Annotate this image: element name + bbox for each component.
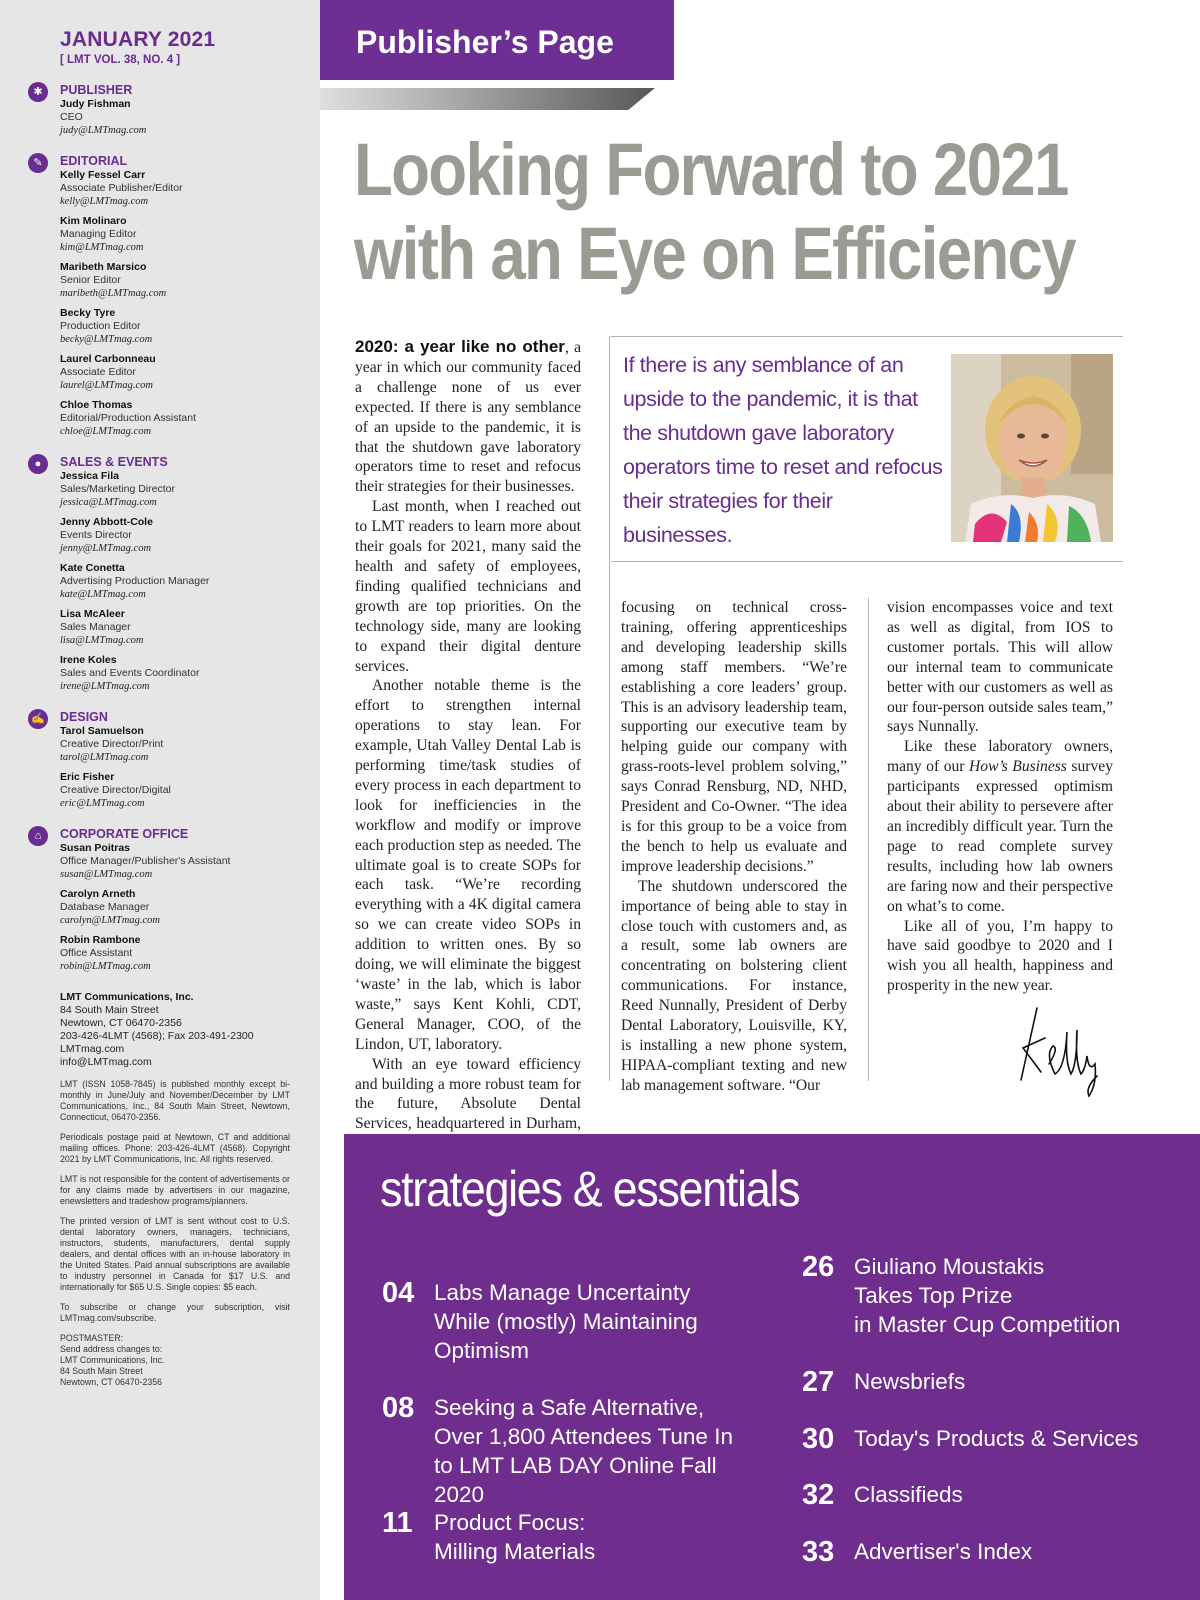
table-of-contents — [344, 1134, 1200, 1600]
address-line: Newtown, CT 06470-2356 — [60, 1017, 182, 1029]
website-link[interactable]: LMTmag.com — [60, 1043, 125, 1055]
fineprint-paragraph: LMT (ISSN 1058-7845) is published monthly except bi-monthly in June/July and November/December by LMT Communications, Inc., 84 South Main Street, Newtown, Connecticut, 06470-2356. — [60, 1079, 290, 1122]
staff-email-link[interactable]: carolyn@LMTmag.com — [60, 915, 160, 926]
staff-role: Sales Manager — [60, 621, 131, 633]
staff-name: Judy Fishman — [60, 98, 131, 110]
toc-page-number: 08 — [382, 1392, 415, 1424]
column-divider — [868, 598, 869, 1081]
department-section — [33, 82, 300, 137]
staff-role: Editorial/Production Assistant — [60, 412, 196, 424]
issue-month: JANUARY 2021 — [60, 28, 216, 51]
article-column-1 — [355, 337, 581, 1154]
article-headline — [354, 128, 1075, 296]
staff-entry — [60, 516, 300, 555]
toc-item-title: Advertiser's Index — [854, 1539, 1033, 1564]
department-title: PUBLISHER — [60, 83, 133, 97]
department-section — [33, 153, 300, 438]
toc-item-title: Product Focus: Milling Materials — [434, 1510, 596, 1564]
staff-entry — [60, 470, 300, 509]
toc-page-number: 33 — [802, 1536, 835, 1568]
staff-name: Kate Conetta — [60, 562, 125, 574]
article-paragraph — [887, 737, 1113, 916]
editorial-icon: ✎ — [28, 153, 48, 173]
globe-icon: ● — [28, 454, 48, 474]
department-section — [34, 826, 300, 973]
staff-role: Creative Director/Digital — [60, 784, 171, 796]
article-paragraph: Another notable theme is the effort to strengthen internal operations to stay lean. For example, Utah Valley Dental Lab is performing time/task studies of every process in each department to look for inefficiencies in the workflow and modify or improve each production step as needed. The ultimate goal is to create SOPs for each task. “We’re recording everything with a 4K digital camera so we can create video SOPs in addition to written ones. By so doing, we will eliminate the biggest ‘waste’ in the lab, which is labor waste,” says Kent Kohli, CDT, General Manager, COO, of the Lindon, UT, laboratory. — [355, 677, 581, 1053]
postmaster-line: LMT Communications, Inc. — [60, 1355, 165, 1365]
author-portrait — [951, 354, 1113, 542]
staff-entry — [60, 888, 300, 927]
staff-role: Production Editor — [60, 320, 141, 332]
staff-name: Maribeth Marsico — [60, 261, 147, 273]
toc-item-title: Today's Products & Services — [854, 1426, 1139, 1451]
staff-entry — [60, 399, 300, 438]
staff-role: Advertising Production Manager — [60, 575, 210, 587]
postmaster-line: 84 South Main Street — [60, 1366, 143, 1376]
postmaster-line: POSTMASTER: — [60, 1333, 124, 1343]
staff-email-link[interactable]: tarol@LMTmag.com — [60, 752, 149, 763]
paragraph-text: , a year in which our community faced a challenge none of us ever expected. If there is any semblance of an upside to the pandemic, it is that the shutdown gave laboratory operators time to reset and refocus their strategies for their businesses. — [355, 339, 582, 496]
staff-email-link[interactable]: chloe@LMTmag.com — [60, 426, 152, 437]
article-paragraph: vision encompasses voice and text as well as digital, from IOS to customer portals. This will allow our internal team to communicate better with our customers as well as our four-person outside sales team,” says Nunnally. — [887, 599, 1113, 736]
staff-email-link[interactable]: robin@LMTmag.com — [60, 961, 151, 972]
department-title: SALES & EVENTS — [60, 455, 168, 469]
staff-role: Associate Publisher/Editor — [60, 182, 183, 194]
staff-email-link[interactable]: eric@LMTmag.com — [60, 798, 145, 809]
office-icon: ⌂ — [28, 826, 48, 846]
headline-line-1: Looking Forward to 2021 — [354, 128, 1068, 211]
staff-name: Kelly Fessel Carr — [60, 169, 146, 181]
toc-item-title: Giuliano Moustakis Takes Top Prize in Master Cup Competition — [854, 1254, 1121, 1337]
staff-name: Laurel Carbonneau — [60, 353, 156, 365]
publication-fineprint — [60, 1079, 290, 1388]
staff-entry — [60, 562, 300, 601]
toc-page-number: 26 — [802, 1251, 835, 1283]
publisher-icon: ✱ — [28, 82, 48, 102]
phone-line: 203-426-4LMT (4568); Fax 203-491-2300 — [60, 1030, 254, 1042]
staff-name: Jessica Fila — [60, 470, 119, 482]
article-paragraph — [355, 337, 581, 497]
staff-name: Irene Koles — [60, 654, 117, 666]
fineprint-paragraph: Periodicals postage paid at Newtown, CT and additional mailing offices. Phone: 203-426-4LMT (4568). Copyright 2021 by LMT Communications, Inc. All rights reserved. — [60, 1132, 290, 1164]
staff-email-link[interactable]: maribeth@LMTmag.com — [60, 288, 167, 299]
toc-item-title: Newsbriefs — [854, 1369, 966, 1394]
company-name: LMT Communications, Inc. — [60, 991, 194, 1003]
staff-name: Tarol Samuelson — [60, 725, 144, 737]
postmaster-line: Send address changes to: — [60, 1344, 163, 1354]
staff-role: Managing Editor — [60, 228, 137, 240]
staff-name: Eric Fisher — [60, 771, 115, 783]
department-section — [31, 709, 300, 810]
article-lead-in: 2020: a year like no other — [355, 337, 565, 356]
staff-email-link[interactable]: laurel@LMTmag.com — [60, 380, 153, 391]
info-email-link[interactable]: info@LMTmag.com — [60, 1056, 152, 1068]
staff-email-link[interactable]: lisa@LMTmag.com — [60, 635, 144, 646]
staff-email-link[interactable]: kim@LMTmag.com — [60, 242, 144, 253]
author-signature — [1015, 1002, 1105, 1100]
staff-role: Senior Editor — [60, 274, 121, 286]
toc-item-title: Seeking a Safe Alternative, Over 1,800 Attendees Tune In to LMT LAB DAY Online Fall 2020 — [434, 1395, 733, 1507]
department-title: EDITORIAL — [60, 154, 128, 168]
design-icon: ✍ — [28, 709, 48, 729]
staff-entry — [60, 169, 300, 208]
signature-mark — [1015, 1002, 1105, 1100]
staff-email-link[interactable]: judy@LMTmag.com — [60, 125, 147, 136]
staff-entry — [60, 215, 300, 254]
staff-entry — [60, 771, 300, 810]
article-column-3 — [887, 598, 1113, 996]
paragraph-text: survey participants expressed optimism about their ability to persevere after an incredibly difficult year. Turn the page to read complete survey results, including how lab owners are faring now and their perspective on what’s to come. — [887, 758, 1113, 915]
column-divider — [609, 336, 610, 1081]
staff-role: Office Assistant — [60, 947, 133, 959]
toc-item-title: Classifieds — [854, 1482, 963, 1507]
pull-quote: If there is any semblance of an upside to the pandemic, it is that the shutdown gave laboratory operators time to reset and refocus their strategies for their businesses. — [623, 353, 943, 547]
masthead-sidebar — [0, 0, 320, 1600]
postmaster-block — [60, 1333, 290, 1388]
toc-title: strategies & essentials — [380, 1161, 800, 1217]
staff-entry — [60, 608, 300, 647]
toc-page-number: 11 — [382, 1507, 413, 1539]
staff-role: Associate Editor — [60, 366, 136, 378]
staff-role: Creative Director/Print — [60, 738, 164, 750]
tab-shadow-bar — [320, 88, 655, 110]
staff-name: Becky Tyre — [60, 307, 116, 319]
fineprint-paragraph: The printed version of LMT is sent without cost to U.S. dental laboratory owners, managers, technicians, instructors, students, manufacturers, dental supply dealers, and dental offices with an in-house laboratory in the United States. Paid annual subscriptions are available to industry personnel in Canada for $17 U.S. and internationally for $65 U.S. Single copies: $5 each. — [60, 1216, 290, 1292]
headline-line-2: with an Eye on Efficiency — [354, 212, 1075, 295]
article-paragraph: focusing on technical cross-training, offering apprenticeships and developing leadership skills among staff members. “We’re establishing a core leaders’ group. This is an advisory leadership team, supporting our executive team by helping guide our company with grass-roots-level problem solving,” says Conrad Rensburg, ND, NHD, President and Co-Owner. “The idea is for this group to be a voice from the bench to help us evaluate and improve leadership decisions.” — [621, 599, 847, 875]
staff-entry — [60, 353, 300, 392]
article-paragraph: Last month, when I reached out to LMT readers to learn more about their goals for 2021, many said the health and safety of employees, finding qualified technicians and growth are top priorities. On the technology side, many are looking to expand their digital denture services. — [355, 498, 581, 675]
staff-email-link[interactable]: becky@LMTmag.com — [60, 334, 153, 345]
address-line: 84 South Main Street — [60, 1004, 159, 1016]
portrait-illustration — [951, 354, 1113, 542]
staff-email-link[interactable]: irene@LMTmag.com — [60, 681, 150, 692]
issue-volume: [ LMT VOL. 38, NO. 4 ] — [60, 54, 181, 66]
staff-entry — [60, 98, 300, 137]
article-column-2 — [621, 598, 847, 1096]
staff-email-link[interactable]: kate@LMTmag.com — [60, 589, 146, 600]
staff-entry — [60, 725, 300, 764]
article-paragraph: Like all of you, I’m happy to have said goodbye to 2020 and I wish you all health, happiness and prosperity in the new year. — [887, 917, 1113, 995]
section-tab — [320, 0, 674, 80]
fineprint-paragraph: LMT is not responsible for the content of advertisements or for any claims made by advertisers in our magazine, enewsletters and tradeshow programs/planners. — [60, 1174, 290, 1206]
staff-email-link[interactable]: susan@LMTmag.com — [60, 869, 153, 880]
toc-page-number: 30 — [802, 1423, 835, 1455]
department-title: CORPORATE OFFICE — [60, 827, 189, 841]
staff-email-link[interactable]: kelly@LMTmag.com — [60, 196, 149, 207]
staff-name: Robin Rambone — [60, 934, 141, 946]
staff-email-link[interactable]: jenny@LMTmag.com — [60, 543, 152, 554]
staff-name: Susan Poitras — [60, 842, 131, 854]
company-address — [60, 991, 300, 1069]
staff-role: Database Manager — [60, 901, 150, 913]
paragraph-text: Like these laboratory owners, many of our — [887, 738, 1113, 776]
survey-name: How’s Business — [969, 758, 1067, 776]
staff-email-link[interactable]: jessica@LMTmag.com — [60, 497, 157, 508]
staff-name: Chloe Thomas — [60, 399, 133, 411]
staff-name: Jenny Abbott-Cole — [60, 516, 153, 528]
staff-entry — [60, 307, 300, 346]
staff-name: Carolyn Arneth — [60, 888, 136, 900]
department-title: DESIGN — [60, 710, 108, 724]
staff-entry — [60, 842, 300, 881]
staff-entry — [60, 261, 300, 300]
staff-name: Kim Molinaro — [60, 215, 127, 227]
staff-entry — [60, 934, 300, 973]
toc-page-number: 27 — [802, 1366, 835, 1398]
department-section — [34, 454, 300, 693]
toc-page-number: 04 — [382, 1277, 415, 1309]
section-tab-title: Publisher’s Page — [356, 24, 614, 60]
article-paragraph: The shutdown underscored the importance of being able to stay in close touch with customers and, as a result, some lab owners are concentrating on bolstering client communications. For instance, Reed Nunnally, President of Derby Dental Laboratory, Louisville, KY, is installing a new phone system, HIPAA-compliant texting and new lab management software. “Our — [621, 877, 847, 1094]
staff-role: Events Director — [60, 529, 132, 541]
staff-role: Sales/Marketing Director — [60, 483, 175, 495]
staff-role: CEO — [60, 111, 83, 123]
toc-item-title: Labs Manage Uncertainty While (mostly) Maintaining Optimism — [434, 1280, 698, 1363]
pull-quote-rule — [611, 561, 1123, 562]
fineprint-paragraph: To subscribe or change your subscription, visit LMTmag.com/subscribe. — [60, 1302, 290, 1323]
article-paragraph: With an eye toward efficiency and building a more robust team for the future, Absolute Dental Services, headquartered in Durham, — [355, 1055, 581, 1133]
staff-directory — [31, 82, 300, 973]
postmaster-line: Newtown, CT 06470-2356 — [60, 1377, 163, 1387]
staff-role: Sales and Events Coordinator — [60, 667, 200, 679]
toc-page-number: 32 — [802, 1479, 835, 1511]
pull-quote-rule — [611, 336, 1123, 337]
staff-role: Office Manager/Publisher's Assistant — [60, 855, 231, 867]
staff-entry — [60, 654, 300, 693]
staff-name: Lisa McAleer — [60, 608, 125, 620]
